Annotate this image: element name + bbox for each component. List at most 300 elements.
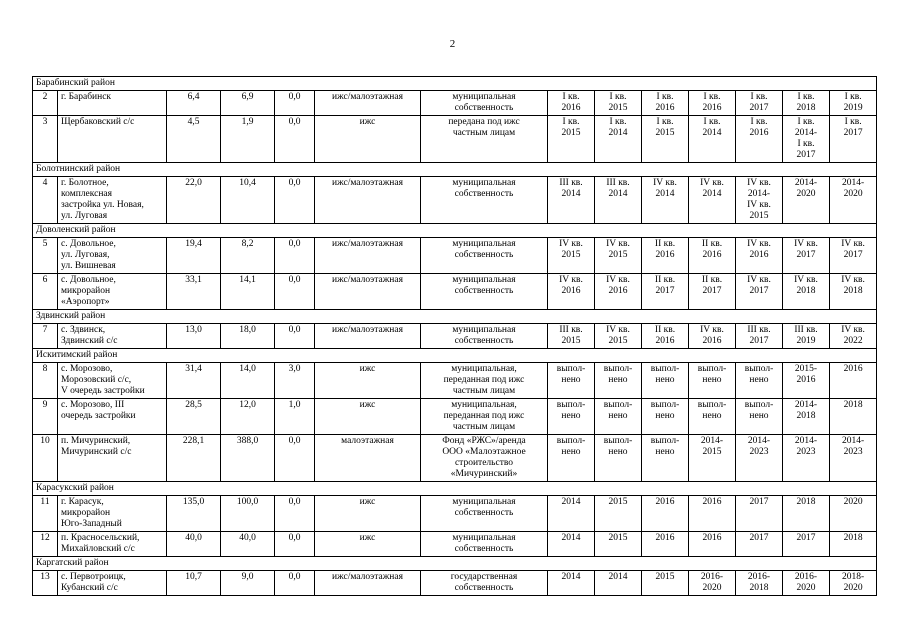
- period-cell: [595, 496, 642, 532]
- row-number: 8: [33, 363, 58, 399]
- area-value-3: 0,0: [275, 91, 315, 116]
- cell-line: IV кв.: [794, 275, 818, 285]
- period-cell: [642, 435, 689, 482]
- cell-line: Щербаковский с/с: [61, 117, 135, 127]
- location-name: [58, 324, 167, 349]
- cell-line: выпол-: [697, 364, 727, 374]
- region-name: Болотнинский район: [33, 163, 877, 177]
- ownership: [421, 274, 548, 310]
- period-cell: [830, 238, 877, 274]
- cell-line: нено: [749, 375, 769, 385]
- cell-line: выпол-: [603, 436, 633, 446]
- period-cell: [783, 435, 830, 482]
- cell-line: 2015: [608, 533, 628, 543]
- cell-line: муниципальная: [452, 178, 516, 188]
- cell-line: I кв.: [562, 92, 580, 102]
- period-cell: [830, 324, 877, 349]
- cell-line: IV кв.: [747, 239, 771, 249]
- ownership: [421, 238, 548, 274]
- period-cell: [595, 177, 642, 224]
- ownership: [421, 91, 548, 116]
- cell-line: 2018: [843, 533, 863, 543]
- table-row: [33, 435, 877, 482]
- period-cell: [595, 238, 642, 274]
- cell-line: 2017: [749, 533, 769, 543]
- cell-line: IV кв.: [559, 275, 583, 285]
- period-cell: [830, 91, 877, 116]
- cell-line: 2014: [608, 128, 628, 138]
- area-value-2: 9,0: [221, 571, 275, 596]
- construction-type: ижс/малоэтажная: [315, 238, 421, 274]
- region-row: [33, 310, 877, 324]
- cell-line: 2014-: [841, 436, 865, 446]
- construction-type: ижс/малоэтажная: [315, 571, 421, 596]
- area-value-3: 0,0: [275, 116, 315, 163]
- cell-line: 2023: [796, 447, 816, 457]
- cell-line: 2018: [843, 286, 863, 296]
- period-cell: [548, 324, 595, 349]
- cell-line: 2017: [796, 150, 816, 160]
- cell-line: I кв.: [797, 117, 815, 127]
- area-value: 22,0: [167, 177, 221, 224]
- location-name: [58, 116, 167, 163]
- period-cell: [830, 177, 877, 224]
- period-cell: [548, 238, 595, 274]
- construction-type: ижс/малоэтажная: [315, 91, 421, 116]
- cell-line: 2014-: [794, 128, 818, 138]
- cell-line: п. Мичуринский,: [61, 436, 131, 446]
- cell-line: I кв.: [703, 117, 721, 127]
- region-name: Карасукский район: [33, 482, 877, 496]
- cell-line: V очередь застройки: [61, 386, 145, 396]
- cell-line: 2016: [702, 497, 722, 507]
- region-name: Здвинский район: [33, 310, 877, 324]
- cell-line: нено: [561, 375, 581, 385]
- construction-type: ижс/малоэтажная: [315, 274, 421, 310]
- area-value-2: 388,0: [221, 435, 275, 482]
- cell-line: I кв.: [844, 117, 862, 127]
- cell-line: «Аэропорт»: [61, 297, 110, 307]
- area-value-2: 14,1: [221, 274, 275, 310]
- cell-line: IV кв.: [559, 239, 583, 249]
- table-row: [33, 324, 877, 349]
- cell-line: 2015: [608, 250, 628, 260]
- cell-line: нено: [608, 411, 628, 421]
- area-value-3: 0,0: [275, 435, 315, 482]
- period-cell: [595, 571, 642, 596]
- period-cell: [548, 274, 595, 310]
- area-value: 28,5: [167, 399, 221, 435]
- period-cell: [642, 116, 689, 163]
- period-cell: [736, 177, 783, 224]
- area-value-2: 1,9: [221, 116, 275, 163]
- period-cell: [689, 274, 736, 310]
- period-cell: [548, 91, 595, 116]
- cell-line: собственность: [454, 286, 514, 296]
- cell-line: выпол-: [556, 364, 586, 374]
- period-cell: [736, 363, 783, 399]
- cell-line: 2014-: [794, 178, 818, 188]
- cell-line: 2018: [796, 411, 816, 421]
- cell-line: 2019: [843, 103, 863, 113]
- construction-type: ижс: [315, 116, 421, 163]
- cell-line: I кв.: [797, 139, 815, 149]
- area-value-2: 14,0: [221, 363, 275, 399]
- cell-line: муниципальная: [452, 533, 516, 543]
- period-cell: [595, 435, 642, 482]
- area-value-2: 100,0: [221, 496, 275, 532]
- cell-line: 2020: [796, 189, 816, 199]
- cell-line: собственность: [454, 544, 514, 554]
- period-cell: [595, 116, 642, 163]
- table-row: [33, 116, 877, 163]
- row-number: 11: [33, 496, 58, 532]
- period-cell: [642, 571, 689, 596]
- region-name: Доволенский район: [33, 224, 877, 238]
- cell-line: II кв.: [654, 239, 676, 249]
- cell-line: II кв.: [701, 239, 723, 249]
- region-row: [33, 163, 877, 177]
- cell-line: 2016: [655, 250, 675, 260]
- period-cell: [830, 532, 877, 557]
- period-cell: [689, 324, 736, 349]
- area-value-3: 0,0: [275, 496, 315, 532]
- period-cell: [783, 363, 830, 399]
- cell-line: 2016: [702, 250, 722, 260]
- cell-line: частным лицам: [452, 386, 516, 396]
- period-cell: [783, 177, 830, 224]
- cell-line: микрорайон: [61, 508, 111, 518]
- cell-line: 2016: [843, 364, 863, 374]
- cell-line: IV кв.: [747, 178, 771, 188]
- cell-line: муниципальная: [452, 239, 516, 249]
- cell-line: I кв.: [656, 92, 674, 102]
- period-cell: [783, 571, 830, 596]
- ownership: [421, 496, 548, 532]
- period-cell: [548, 399, 595, 435]
- area-value: 6,4: [167, 91, 221, 116]
- cell-line: 2014: [702, 189, 722, 199]
- cell-line: 2014: [561, 572, 581, 582]
- table-row: [33, 571, 877, 596]
- cell-line: 2016: [655, 103, 675, 113]
- cell-line: IV кв.: [700, 325, 724, 335]
- region-row: [33, 557, 877, 571]
- cell-line: 2015: [608, 103, 628, 113]
- cell-line: 2015: [561, 250, 581, 260]
- cell-line: 2016-: [700, 572, 724, 582]
- cell-line: 2014-: [794, 400, 818, 410]
- period-cell: [736, 532, 783, 557]
- period-cell: [548, 532, 595, 557]
- area-value: 4,5: [167, 116, 221, 163]
- cell-line: 2014-: [747, 436, 771, 446]
- cell-line: Мичуринский с/с: [61, 447, 132, 457]
- cell-line: 2018: [796, 286, 816, 296]
- cell-line: IV кв.: [841, 275, 865, 285]
- cell-line: 2020: [796, 583, 816, 593]
- location-name: [58, 91, 167, 116]
- cell-line: выпол-: [650, 436, 680, 446]
- cell-line: с. Здвинск,: [61, 325, 106, 335]
- region-name: Каргатский район: [33, 557, 877, 571]
- location-name: [58, 571, 167, 596]
- cell-line: передана под ижс: [448, 117, 520, 127]
- period-cell: [783, 399, 830, 435]
- cell-line: 2016: [749, 250, 769, 260]
- period-cell: [548, 116, 595, 163]
- cell-line: 2017: [749, 286, 769, 296]
- cell-line: 2014-: [841, 178, 865, 188]
- cell-line: с. Морозово, III: [61, 400, 125, 410]
- construction-type: ижс/малоэтажная: [315, 324, 421, 349]
- cell-line: частным лицам: [452, 422, 516, 432]
- cell-line: 2014-: [794, 436, 818, 446]
- period-cell: [642, 324, 689, 349]
- cell-line: 2015: [655, 572, 675, 582]
- cell-line: 2016: [561, 103, 581, 113]
- period-cell: [642, 177, 689, 224]
- cell-line: IV кв.: [747, 200, 771, 210]
- cell-line: 2018-: [841, 572, 865, 582]
- cell-line: 2015: [749, 211, 769, 221]
- cell-line: 2023: [749, 447, 769, 457]
- period-cell: [830, 363, 877, 399]
- area-value: 31,4: [167, 363, 221, 399]
- row-number: 9: [33, 399, 58, 435]
- period-cell: [595, 532, 642, 557]
- cell-line: ул. Луговая: [61, 211, 108, 221]
- cell-line: I кв.: [797, 92, 815, 102]
- cell-line: 2017: [843, 250, 863, 260]
- cell-line: I кв.: [750, 117, 768, 127]
- area-value-3: 1,0: [275, 399, 315, 435]
- cell-line: 2014: [608, 189, 628, 199]
- cell-line: 2014-: [747, 189, 771, 199]
- table-row: [33, 399, 877, 435]
- cell-line: 2015: [655, 128, 675, 138]
- cell-line: 2017: [796, 250, 816, 260]
- period-cell: [830, 116, 877, 163]
- cell-line: выпол-: [650, 364, 680, 374]
- cell-line: 2016-: [747, 572, 771, 582]
- cell-line: IV кв.: [606, 275, 630, 285]
- cell-line: 2017: [749, 497, 769, 507]
- cell-line: выпол-: [697, 400, 727, 410]
- period-cell: [642, 274, 689, 310]
- area-value-3: 0,0: [275, 177, 315, 224]
- ownership: [421, 363, 548, 399]
- table-row: [33, 177, 877, 224]
- cell-line: IV кв.: [653, 178, 677, 188]
- period-cell: [548, 571, 595, 596]
- period-cell: [595, 91, 642, 116]
- cell-line: I кв.: [844, 92, 862, 102]
- cell-line: 2022: [843, 336, 863, 346]
- ownership: [421, 324, 548, 349]
- cell-line: 2014: [561, 533, 581, 543]
- cell-line: IV кв.: [841, 239, 865, 249]
- cell-line: 2018: [843, 400, 863, 410]
- table-row: [33, 91, 877, 116]
- period-cell: [689, 435, 736, 482]
- cell-line: г. Карасук,: [61, 497, 104, 507]
- region-name: Барабинский район: [33, 77, 877, 91]
- period-cell: [689, 91, 736, 116]
- location-name: [58, 363, 167, 399]
- cell-line: собственность: [454, 508, 514, 518]
- area-value-2: 10,4: [221, 177, 275, 224]
- table-body: [33, 77, 877, 596]
- area-value: 10,7: [167, 571, 221, 596]
- area-value: 228,1: [167, 435, 221, 482]
- cell-line: I кв.: [656, 117, 674, 127]
- region-name: Искитимский район: [33, 349, 877, 363]
- period-cell: [830, 399, 877, 435]
- ownership: [421, 116, 548, 163]
- cell-line: с. Довольное,: [61, 275, 116, 285]
- period-cell: [783, 274, 830, 310]
- cell-line: 2016: [702, 533, 722, 543]
- period-cell: [642, 363, 689, 399]
- cell-line: IV кв.: [606, 239, 630, 249]
- cell-line: строительство: [454, 458, 514, 468]
- cell-line: комплексная: [61, 189, 113, 199]
- location-name: [58, 238, 167, 274]
- cell-line: 2017: [749, 103, 769, 113]
- area-value-3: 0,0: [275, 324, 315, 349]
- row-number: 12: [33, 532, 58, 557]
- cell-line: 2018: [796, 103, 816, 113]
- period-cell: [736, 435, 783, 482]
- cell-line: собственность: [454, 583, 514, 593]
- period-cell: [736, 496, 783, 532]
- period-cell: [830, 274, 877, 310]
- cell-line: собственность: [454, 189, 514, 199]
- cell-line: III кв.: [606, 178, 630, 188]
- period-cell: [783, 496, 830, 532]
- cell-line: с. Первотроицк,: [61, 572, 126, 582]
- ownership: [421, 177, 548, 224]
- cell-line: ул. Луговая,: [61, 250, 110, 260]
- cell-line: выпол-: [744, 364, 774, 374]
- cell-line: г. Барабинск: [61, 92, 112, 102]
- period-cell: [689, 238, 736, 274]
- cell-line: 2014: [561, 497, 581, 507]
- cell-line: г. Болотное,: [61, 178, 109, 188]
- cell-line: 2017: [702, 286, 722, 296]
- area-value: 13,0: [167, 324, 221, 349]
- cell-line: III кв.: [747, 325, 771, 335]
- period-cell: [736, 238, 783, 274]
- cell-line: застройка ул. Новая,: [61, 200, 144, 210]
- period-cell: [642, 496, 689, 532]
- area-value-2: 40,0: [221, 532, 275, 557]
- cell-line: I кв.: [562, 117, 580, 127]
- cell-line: нено: [702, 375, 722, 385]
- cell-line: 2017: [655, 286, 675, 296]
- period-cell: [689, 571, 736, 596]
- cell-line: 2016: [796, 375, 816, 385]
- cell-line: государственная: [450, 572, 518, 582]
- period-cell: [548, 435, 595, 482]
- period-cell: [736, 571, 783, 596]
- area-value: 19,4: [167, 238, 221, 274]
- cell-line: 2016: [655, 497, 675, 507]
- cell-line: III кв.: [559, 178, 583, 188]
- cell-line: Морозовский с/с,: [61, 375, 132, 385]
- cell-line: переданная под ижс: [443, 375, 525, 385]
- cell-line: ул. Вишневая: [61, 261, 116, 271]
- cell-line: нено: [655, 411, 675, 421]
- period-cell: [830, 435, 877, 482]
- period-cell: [548, 496, 595, 532]
- cell-line: муниципальная: [452, 325, 516, 335]
- cell-line: I кв.: [609, 92, 627, 102]
- cell-line: 2016: [655, 533, 675, 543]
- cell-line: III кв.: [559, 325, 583, 335]
- area-value-3: 0,0: [275, 532, 315, 557]
- area-value: 40,0: [167, 532, 221, 557]
- period-cell: [689, 116, 736, 163]
- row-number: 3: [33, 116, 58, 163]
- period-cell: [783, 238, 830, 274]
- cell-line: IV кв.: [700, 178, 724, 188]
- cell-line: с. Довольное,: [61, 239, 116, 249]
- cell-line: собственность: [454, 103, 514, 113]
- cell-line: III кв.: [794, 325, 818, 335]
- period-cell: [689, 496, 736, 532]
- period-cell: [736, 324, 783, 349]
- location-name: [58, 532, 167, 557]
- cell-line: 2015: [702, 447, 722, 457]
- cell-line: выпол-: [603, 400, 633, 410]
- table-row: [33, 238, 877, 274]
- cell-line: II кв.: [654, 325, 676, 335]
- region-row: [33, 349, 877, 363]
- cell-line: Фонд «РЖС»/аренда: [442, 436, 526, 446]
- cell-line: 2015: [561, 336, 581, 346]
- location-name: [58, 399, 167, 435]
- period-cell: [595, 324, 642, 349]
- cell-line: с. Морозово,: [61, 364, 113, 374]
- page-number: 2: [449, 38, 456, 50]
- cell-line: муниципальная,: [451, 364, 517, 374]
- cell-line: 2018: [796, 497, 816, 507]
- period-cell: [830, 571, 877, 596]
- cell-line: частным лицам: [452, 128, 516, 138]
- cell-line: нено: [749, 411, 769, 421]
- period-cell: [642, 532, 689, 557]
- cell-line: 2019: [796, 336, 816, 346]
- row-number: 13: [33, 571, 58, 596]
- cell-line: муниципальная: [452, 497, 516, 507]
- period-cell: [783, 324, 830, 349]
- cell-line: 2014: [561, 189, 581, 199]
- cell-line: переданная под ижс: [443, 411, 525, 421]
- cell-line: 2020: [702, 583, 722, 593]
- cell-line: собственность: [454, 250, 514, 260]
- table-row: [33, 532, 877, 557]
- land-plots-table: [32, 76, 877, 596]
- cell-line: Здвинский с/с: [61, 336, 118, 346]
- cell-line: выпол-: [556, 400, 586, 410]
- cell-line: выпол-: [556, 436, 586, 446]
- cell-line: 2018: [749, 583, 769, 593]
- cell-line: нено: [561, 411, 581, 421]
- cell-line: нено: [655, 375, 675, 385]
- cell-line: муниципальная: [452, 92, 516, 102]
